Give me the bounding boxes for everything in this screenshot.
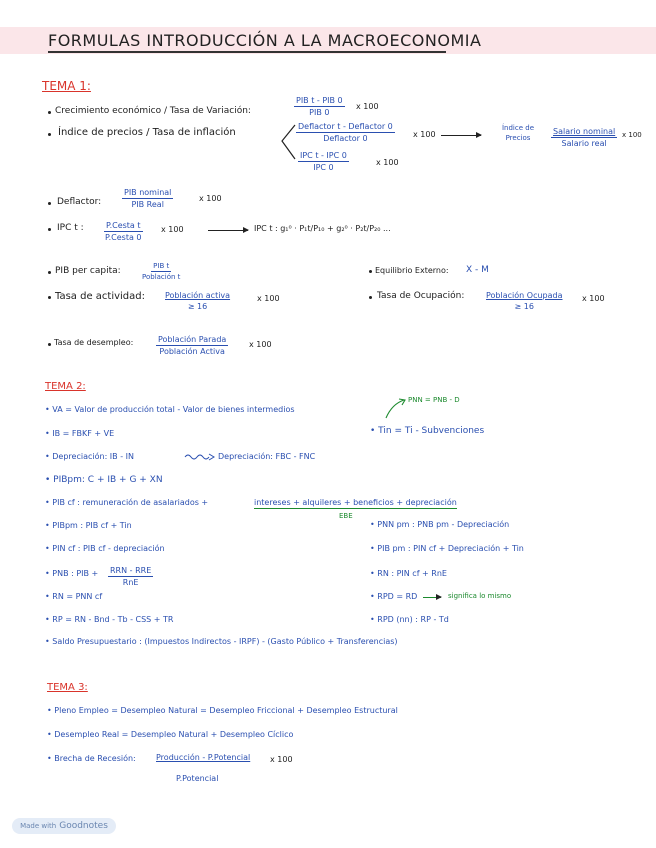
- ipc-var-num: IPC t - IPC 0: [300, 151, 347, 160]
- depreciacion2-formula: Depreciación: FBC - FNC: [218, 452, 316, 461]
- ipc-weights: IPC t : g₁⁰ · P₁t/P₁₀ + g₂⁰ · P₂t/P₂₀ ...: [254, 224, 391, 233]
- ipc-den: P.Cesta 0: [105, 233, 142, 242]
- indice-label: Índice de precios / Tasa de inflación: [58, 127, 236, 138]
- ib-formula: • IB = FBKF + VE: [45, 429, 115, 438]
- deflactor-num: PIB nominal: [124, 188, 172, 197]
- brecha-num: Producción - P.Potencial: [156, 753, 251, 762]
- deflactor-label: Deflactor:: [57, 197, 102, 207]
- ocupacion-num: Población Ocupada: [486, 291, 563, 300]
- pibcf-ebe: EBE: [339, 512, 353, 520]
- pib-pc-label: PIB per capita:: [55, 266, 121, 276]
- bullet: [48, 111, 51, 114]
- ipc-var-den: IPC 0: [313, 163, 334, 172]
- deflactor-mult: x 100: [199, 194, 222, 203]
- ipc-label: IPC t :: [57, 223, 84, 233]
- pib-pc-den: Población t: [142, 273, 181, 281]
- pibpm3-formula: • PIB pm : PIN cf + Depreciación + Tin: [370, 544, 524, 553]
- equilibrio-label: Equilibrio Externo:: [375, 266, 449, 275]
- pib-pc-num: PIB t: [153, 262, 170, 270]
- deflactor-var-fraction: [296, 122, 395, 143]
- va-formula: • VA = Valor de producción total - Valor de bienes intermedios: [45, 405, 295, 414]
- rpdm-formula: • RPD (nn) : RP - Td: [370, 615, 449, 624]
- brecha-den: P.Potencial: [176, 774, 219, 783]
- title-underline: [48, 51, 446, 53]
- deflactor-fraction: [122, 188, 173, 209]
- ipc-num: P.Cesta t: [106, 221, 141, 230]
- rpd-note: significa lo mismo: [448, 592, 512, 600]
- pnb-formula: • PNB : PIB +: [45, 569, 99, 578]
- tema2-heading: TEMA 2:: [45, 381, 86, 392]
- deflactor-var-den: Deflactor 0: [323, 134, 368, 143]
- desempleo-mult: x 100: [249, 340, 272, 349]
- pnb-den: RnE: [122, 578, 139, 587]
- salario-den: Salario real: [561, 139, 607, 148]
- saldo-formula: • Saldo Presupuestario : (Impuestos Indirectos - IRPF) - (Gasto Público + Transferencias): [45, 637, 398, 646]
- crecimiento-den: PIB 0: [309, 108, 330, 117]
- rp-formula: • RP = RN - Bnd - Tb - CSS + TR: [45, 615, 174, 624]
- tin-formula: • Tin = Ti - Subvenciones: [370, 426, 485, 436]
- salario-mult: x 100: [622, 131, 642, 139]
- arrow-right-icon: [208, 230, 248, 231]
- pnb-num: RRN - RRE: [110, 566, 152, 575]
- pibcf-formula-a: • PIB cf : remuneración de asalariados +: [45, 498, 209, 507]
- rn2-formula: • RN = PNN cf: [45, 592, 103, 601]
- curved-arrow-icon: [384, 398, 408, 420]
- pinf-formula: • PIN cf : PIB cf - depreciación: [45, 544, 165, 553]
- bullet: [369, 296, 372, 299]
- page-title: FORMULAS INTRODUCCIÓN A LA MACROECONOMIA: [48, 31, 482, 50]
- goodnotes-badge[interactable]: Made with Goodnotes: [12, 818, 116, 834]
- bullet: [48, 296, 51, 299]
- actividad-label: Tasa de actividad:: [55, 291, 145, 302]
- real-formula: • Desempleo Real = Desempleo Natural + Desempleo Cíclico: [47, 730, 294, 739]
- pnn-formula: PNN = PNB - D: [408, 396, 460, 404]
- bracket-icon: [279, 123, 297, 163]
- pibpm-formula: • PIBpm: C + IB + G + XN: [45, 475, 163, 485]
- pnnpm-formula: • PNN pm : PNB pm - Depreciación: [370, 520, 510, 529]
- crecimiento-num: PIB t - PIB 0: [296, 96, 343, 105]
- depreciacion-formula: • Depreciación: IB - IN: [45, 452, 134, 461]
- actividad-num: Población activa: [165, 291, 231, 300]
- deflactor-var-mult: x 100: [413, 130, 436, 139]
- brecha-mult: x 100: [270, 755, 293, 764]
- indice-precios-label: Índice de Precios: [501, 124, 535, 142]
- pnb-fraction: [108, 566, 153, 587]
- rn-formula: • RN : PIN cf + RnE: [370, 569, 447, 578]
- deflactor-den: PIB Real: [131, 200, 164, 209]
- ocupacion-mult: x 100: [582, 294, 605, 303]
- crecimiento-label: Crecimiento económico / Tasa de Variación:: [55, 106, 251, 116]
- brecha-label: • Brecha de Recesión:: [47, 754, 136, 763]
- salario-fraction: [551, 127, 617, 148]
- ipc-var-mult: x 100: [376, 158, 399, 167]
- pibpm2-formula: • PIBpm : PIB cf + Tin: [45, 521, 132, 530]
- tema3-heading: TEMA 3:: [47, 682, 88, 693]
- bullet: [48, 133, 51, 136]
- arrow-right-icon: [423, 597, 441, 598]
- actividad-fraction: [163, 291, 232, 311]
- pibcf-formula-b: intereses + alquileres + beneficios + depreciación: [254, 498, 457, 507]
- bullet: [48, 202, 51, 205]
- desempleo-den: Población Activa: [159, 347, 225, 356]
- desempleo-label: Tasa de desempleo:: [54, 338, 134, 347]
- bullet: [48, 228, 51, 231]
- tema1-heading: TEMA 1:: [42, 79, 91, 93]
- rpd-formula: • RPD = RD: [370, 592, 418, 601]
- bullet: [48, 343, 51, 346]
- desempleo-fraction: [156, 335, 228, 356]
- pleno-formula: • Pleno Empleo = Desempleo Natural = Desempleo Friccional + Desempleo Estructural: [47, 706, 398, 715]
- crecimiento-fraction: [294, 96, 345, 117]
- bullet: [48, 271, 51, 274]
- ipc-var-fraction: [298, 151, 349, 172]
- ocupacion-den: ≥ 16: [514, 302, 534, 311]
- salario-num: Salario nominal: [553, 127, 616, 136]
- ocupacion-fraction: [484, 291, 565, 311]
- ipc-mult: x 100: [161, 225, 184, 234]
- bullet: [369, 270, 372, 273]
- actividad-mult: x 100: [257, 294, 280, 303]
- ipc-fraction: [104, 221, 143, 242]
- deflactor-var-num: Deflactor t - Deflactor 0: [298, 122, 393, 131]
- pib-pc-fraction: [142, 262, 180, 281]
- desempleo-num: Población Parada: [158, 335, 227, 344]
- actividad-den: ≥ 16: [187, 302, 208, 311]
- squiggle-arrow-icon: [184, 453, 216, 461]
- ocupacion-label: Tasa de Ocupación:: [377, 291, 465, 301]
- crecimiento-mult: x 100: [356, 102, 379, 111]
- equilibrio-value: X - M: [466, 265, 489, 275]
- arrow-right-icon: [441, 135, 481, 136]
